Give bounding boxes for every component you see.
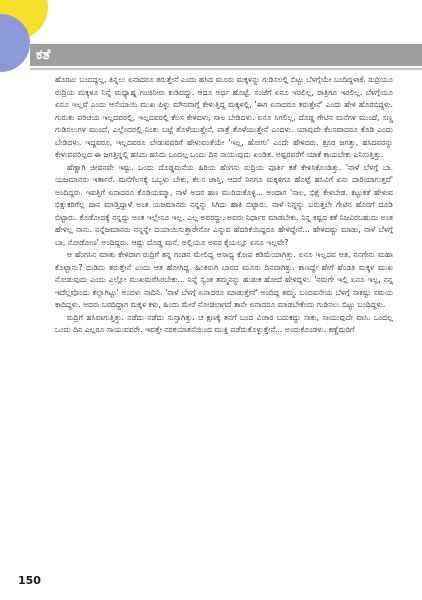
paragraph-1: ಹೊರಟು ಬಂದದ್ದಲ್ಲ, ತಿನ್ನಲು ಏನಾದರೂ ತರುತ್ತೇನೆ ಎಂದು ಹಸಿದ ಮೂರು ಮಕ್ಕಳನ್ನು ಗುಡಿಸಲಲ್ಲಿ ಬಿಟ್ಟು ಬೆಳಗ್ಗೆಯೇ ಬಂದಿದ್ದಳಾಕೆ. ರುದ್ರಿಯೂ ರುದ್ರಿಯ ಮಕ್ಕಳೂ ನಿನ್ನೆ ಮಧ್ಯಾಹ್ನ ಗಂಜಿನೀರು ಕುಡಿದದ್ದು. ಆದೂ ಅರ್ಧ ಹೊಟ್ಟೆ. ಸಂಜೆಗೆ ಏನೂ ಇರಲಿಲ್ಲ, ರಾತ್ರಿಗೂ ಇರಲಿಲ್ಲ. ಬೆಳಗ್ಗೆಯೂ ಏನೂ ಇಲ್ಲವೆ ಎಂದು ಆಸೆಯಾಯಿ ಮುಖ ಪಿಳ್ಳು ಮೌನವಾಗ್ಗೆ ಕೇಳುತ್ತಿದ್ದ ಮಕ್ಕಳಲ್ಲಿ, 'ಈಗ ಏನಾದರೂ ತರುತ್ತೇನೆ' ಎಂದು ಹೇಳಿ ಹೊರಬಿದ್ದಳು. ಗುರುತು ಪರಿಚಯ ಇಲ್ಲದವರಲ್ಲಿ, ಇಲ್ಲದವರಲ್ಲಿ ಕೆಲಸ ಕೇಳಿದಳು, ಸಾಲ ಬೇಡಿದಳು. ಏನೂ ಸಿಗಲಿಲ್ಲ, ದೊಡ್ಡ ಗೇಟಿನ ಮನೆಗಳ ಮುಂದೆ, ಸಣ್ಣ ಗುಡಿಸಲುಗಳ ಮುಂದೆ, ಎಲ್ಲೆಂದರಲ್ಲಿ ನಿಂತು ಬಟ್ಟೆ ತೊಳೆಯುತ್ತೇನೆ, ಪಾತ್ರೆ ತೊಳೆಯುತ್ತೇನೆ ಎಂದಳು. ಯಾವುದೇ ಕೆಲಸವಾದರೂ ಕೊಡಿ ಎಂದು ಬೇಡಿದಳು. ಇದ್ದವರೂ, ಇಲ್ಲದವರೂ ಬೇಡುವವರಿಗೆ ಹೇಳುವಂತೆಯೇ 'ಇಲ್ಲ, ಹೋಗು' ಎಂದೇ ಹೇಳಿದರು. ಕ್ರೂರ ಜಗತ್ತು, ಹಸಿದವರನ್ನು ಕೇಳುವವರಿಲ್ಲದ ಈ ಜಗತ್ತಿನ್ನಲ್ಲಿ ಹಸಿದು ಹಸಿದು ಒಂದಲ್ಲ ಒಂದು ದಿನ ಸಾಯುವುದು ಖಂಡಿತ. ಅಷ್ಟರವರೆಗೆ ಯಾಕೆ ಕಾಯಬೇಕು ಎನಿಸುತ್ತಿತ್ತು. bbox=[55, 75, 393, 159]
paragraph-4: ರುದ್ರಿಗೆ ಹಸಿವಾಗುತ್ತಿತ್ತು. ನಡೆದು ನಡೆದು ಸುಸ್ತಾಗಿತ್ತು. ಚ ಕ್ಷಣಕ್ಕೆ ತನಗೆ ಬಂದ ವಿಚಾರ ಬದುಕದ್ದು ಸಾಕು, ಸಾಯುವುದೇ ವಾಸಿ. ಒಂದಲ್ಲ ಒಂದು ದಿನ ಎಲ್ಲರೂ ಸಾಯುವವರೇ. ಇವತ್ತೇ ನರಕಯಾತನೆಯಿಂದ ಮುಕ್ತಿ ಪಡೆದುಕೊಳ್ಳುತ್ತೇನೆ... ಅಂದುಕೊಂಡಳು. ಕಣ್ಣೆದುರಿಗೆ bbox=[55, 312, 393, 334]
paragraph-2: ಹೆಣ್ಣಾಗಿ ಜೀವನವೇ ಇಷ್ಟು. ಒಂದು ದೊಡ್ಡಮನೆಯ ಹಿರಿಯ ಹೆಂಗಸು ರುದ್ರಿಯ ಪೂರ್ತಿ ಕತೆ ಕೇಳಿಸಿಕೊಂಡಿತ್ತು. 'ನಾಳೆ ಬೆಳಗ್ಗೆ ಬಾ. ಯಜಮಾನರು ಇರ್ತಾರೆ. ಮನೆಗೆಲಸಕ್ಕೆ ಒಬ್ಬಳು ಬೇಕು, ಕೆಲಸ ಜಾಸ್ತಿ, ಆದರೆ ನಿನಗೂ ಮಕ್ಕಳಿಗೂ ಹೊಟ್ಟೆ ಹಸಿವಿಗೆ ಏನು ದಾರಿಯಾಗುತ್ತದೆ' ಅಂದಿದ್ದರು. ಇವತ್ತಿಗೆ ಏನಾದರೂ ಕೊಡಿಯಮ್ಮಾ, ನಾಳೆ ಅದರ ಹಣ ಮುರಿದುಕೊಳ್ಳಿ... ಅಂದಾಗ 'ಸಾಲ, ಭಿಕ್ಷೆ ಕೇಳಬೇಡ. ಕಟ್ಟುಕತೆ ಹೇಳುವ ಭಿಕ್ಷುಕರಿಗೆಲ್ಲ ದಾನ ಮಾಡ್ತಿದ್ದಾಳೆ ಅಂತ ಯಜಮಾನರು ನನ್ನನ್ನು ಸಿಗಿದು ಹಾಕಿ ಬಿಟ್ಟಾರು. ನಾಳೆ ನಿನ್ನನ್ನು ಬರುತ್ತಲೇ ಗೇಟಿನ ಹೊರಗೆ ದೂಡಿ ಬಿಟ್ಟಾರು. ಕೊಡೋದಕ್ಕೆ ನನ್ನದ್ದು ಅಂತ ಇಲ್ಲೇನೂ ಇಲ್ಲ. ಎಲ್ಲ ಅವರದ್ದು. ಅವರು ನಿರ್ಧಾರ ಮಾಡಬೇಕು. ನಿನ್ನ ಕಷ್ಟದ ಕತೆ ನಿಜವಿರಬಹುದು ಅಂತ ಹೇಳಲ್ಲ ನಾನು. ನನ್ನೆಜಮಾನರು ನನ್ನನ್ನೇ ದಯಾಯಿಸುತ್ತಾರೇನೋ ಎನ್ನುವ ಹೆದರಿಕೆಯಿದ್ದರೂ ಹೇಳಿದ್ದೇನೆ... ಹೇಳಿದಷ್ಟು ಮಾಡು, ನಾಳೆ ಬೆಳಗ್ಗೆ ಬಾ, ನೋಡೋಣ' ಅಂದಿದ್ದರು. ಆಷ್ಟು ದೊಡ್ಡ ಮನೆ, ಅಲ್ಲಿಯೂ ಅವರ ಕೈಯಲ್ಲೂ ಏನೂ ಇಲ್ಲವೇ? bbox=[55, 162, 393, 247]
section-title: ಕತೆ bbox=[36, 47, 51, 63]
section-header-band bbox=[30, 44, 422, 66]
page-number: 150 bbox=[18, 574, 41, 587]
paragraph-3: ಆ ಹೆಂಗಸಿನ ಮಾತು ಕೇಳಿದಾಗ ರುದ್ರಿಗೆ ತನ್ನ ಗಂಡನ ಮೇಲಿದ್ದ ಆಸಾಧ್ಯ ಕೋಪ ಕಡಿಮೆಯಾಗಿತ್ತು. ಏನೂ ಇಲ್ಲದವ ಆತ, ನನಗೇನು ಮಹಾ ಕೊಟ್ಟಾನು? ದುಡಿದು ತರುತ್ತೇನೆ ಎಂದು ಆತ ಹೋಗಿದ್ದ. ಹಿಂತಿರುಗಿ ಬಾರದ ಮೂರು ದಿನವಾಗಿತ್ತು. ಕಾಣದ್ದೇ ಹೇಗೆ ಹೆಂಡತಿ ಮಕ್ಕಳ ಮುಖ ನೋಡುವುದು ಎಂದು ಎಲ್ಲೋ ಮುಖಮರೆಸಿರಬೇಕು... ನಿನ್ನೆ ಸ್ವಂತ ತಮ್ಮನನ್ನು ಹುಡುಕ ಹೋದೆ ಹೇಳಿದ್ದಳು. 'ನಮಗೇ ಇಲ್ಲಿ ಏನೂ ಇಲ್ಲ, ನನ್ನ ಇದೆಲ್ಲವೊಂದು ಕಲ್ಲಾಗಿಟ್ಟು' ಅಂದಳು ನಾದಿನಿ. 'ನಾಳೆ ಬೆಳಗ್ಗೆ ಏನಾದರೂ ಮಾಡುತ್ತೇನೆ' ಅಂದಿದ್ದ ತಮ್ಮ. ಬಂದವನೇಯ ಬೆಳಗ್ಗೆ ಸಾಕಷ್ಟು ಸಮಯ ಕಾದಿದ್ದಳು. ಆದರು ಬರದಿದ್ದಾಗ ಮಕ್ಕಳ ಕಳು, ಹಿಂದು ಮೇರೆ ನೋಡಲಾಗದೆ ತಾನೇ ಏನಾದರೂ ಮಾಡಬೇಕೆಂದು ಗುಡಿಸಲು ಬಿಟ್ಟು ಬಂದಿದ್ದಳು. bbox=[55, 250, 393, 309]
article-body bbox=[55, 74, 393, 337]
header-divider bbox=[30, 68, 422, 70]
